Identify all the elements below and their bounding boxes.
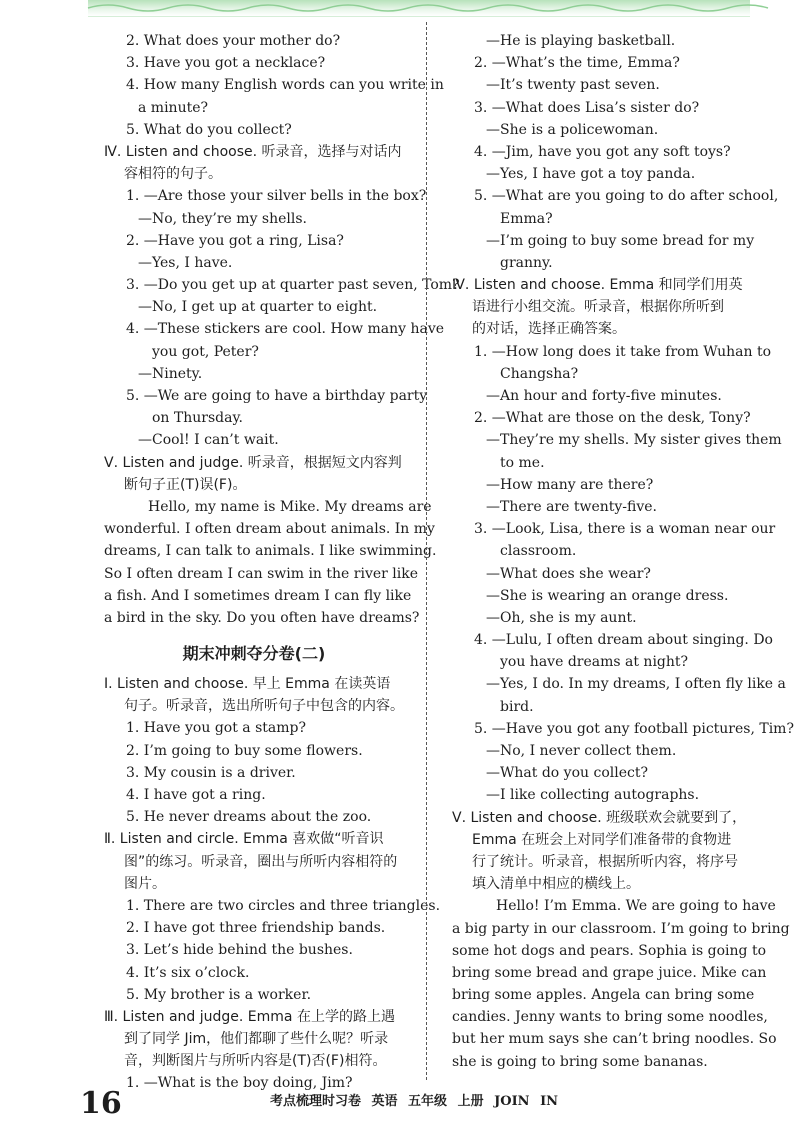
text-line: 1. —How long does it take from Wuhan to (474, 343, 772, 360)
text-line: 3. Let’s hide behind the bushes. (126, 942, 353, 959)
text-line: a minute? (138, 99, 208, 116)
text-line: bring some apples. Angela can bring some (452, 987, 755, 1004)
text-line: 5. —Have you got any football pictures, Tim? (474, 720, 794, 737)
text-line: 2. I’m going to buy some flowers. (126, 742, 363, 759)
text-line: 断句子正(T)误(F)。 (124, 476, 247, 493)
section-heading: Ⅰ. Listen and choose. 早上 Emma 在读英语 (104, 676, 391, 693)
text-line: you have dreams at night? (500, 654, 689, 671)
text-line: —No, they’re my shells. (138, 210, 308, 227)
footer-text: 考点梳理时习卷 英语 五年级 上册 JOIN IN (270, 1094, 559, 1109)
text-line: —Cool! I can’t wait. (138, 432, 279, 449)
section-heading: Ⅲ. Listen and judge. Emma 在上学的路上遇 (104, 1008, 395, 1025)
text-line: on Thursday. (152, 410, 243, 427)
text-line: —I’m going to buy some bread for my (486, 232, 755, 249)
text-line: 2. —What’s the time, Emma? (474, 55, 680, 72)
text-line: 5. —What are you going to do after school, (474, 188, 779, 205)
text-line: 3. —Do you get up at quarter past seven, Tom? (126, 277, 460, 294)
text-line: a fish. And I sometimes dream I can fly like (104, 587, 412, 604)
text-line: a big party in our classroom. I’m going to bring (452, 920, 790, 937)
text-line: 2. What does your mother do? (126, 33, 341, 49)
section-heading: Ⅴ. Listen and judge. 听录音，根据短文内容判 (104, 454, 402, 471)
text-line: 1. There are two circles and three triangles. (126, 897, 441, 914)
text-line: 3. —What does Lisa’s sister do? (474, 99, 700, 116)
text-line: —What does she wear? (486, 565, 651, 582)
text-line: a bird in the sky. Do you often have dreams? (104, 609, 420, 626)
text-line: —It’s twenty past seven. (486, 77, 660, 94)
text-line: So I often dream I can swim in the river like (104, 565, 419, 582)
text-line: —An hour and forty-five minutes. (486, 388, 722, 404)
left-column (104, 30, 460, 1095)
text-line: to me. (500, 454, 545, 471)
text-line: 5. My brother is a worker. (126, 986, 312, 1003)
text-line: 1. —Are those your silver bells in the box? (126, 188, 427, 205)
wave-decoration (88, 2, 750, 14)
text-line: 1. —What is the boy doing, Jim? (126, 1075, 353, 1092)
text-line: 4. —Jim, have you got any soft toys? (474, 143, 731, 160)
page-number: 16 (80, 1086, 122, 1121)
text-line: 行了统计。听录音，根据所听内容，将序号 (472, 853, 738, 870)
text-line: bring some bread and grape juice. Mike can (452, 964, 767, 981)
text-line: 2. I have got three friendship bands. (126, 920, 386, 937)
column-divider (426, 22, 427, 1080)
text-line: 2. —What are those on the desk, Tony? (474, 410, 751, 427)
section-heading: Ⅴ. Listen and choose. 班级联欢会就要到了， (452, 809, 747, 826)
text-line: 5. He never dreams about the zoo. (126, 809, 372, 826)
text-line: 音，判断图片与所听内容是(T)否(F)相符。 (124, 1053, 387, 1070)
text-line: 句子。听录音，选出所听句子中包含的内容。 (124, 698, 404, 715)
text-line: Hello, my name is Mike. My dreams are (148, 498, 432, 515)
text-line: 5. —We are going to have a birthday party (126, 388, 428, 404)
text-line: 语进行小组交流。听录音，根据你所听到 (472, 299, 724, 316)
top-decorative-band (88, 0, 750, 17)
text-line: —He is playing basketball. (486, 33, 676, 49)
section-heading: Ⅳ. Listen and choose. Emma 和同学们用英 (452, 277, 743, 294)
text-line: some hot dogs and pears. Sophia is going to (452, 942, 767, 959)
text-line: 5. What do you collect? (126, 121, 292, 138)
text-line: —Yes, I have got a toy panda. (486, 166, 696, 183)
text-line: granny. (500, 254, 553, 271)
text-line: Emma? (500, 210, 553, 227)
text-line: 容相符的句子。 (124, 166, 222, 183)
text-line: 1. Have you got a stamp? (126, 720, 306, 737)
right-column (452, 30, 794, 1073)
text-line: 4. —Lulu, I often dream about singing. Do (474, 632, 773, 649)
text-line: bird. (500, 698, 534, 715)
text-line: 图片。 (124, 875, 166, 892)
text-line: 4. —These stickers are cool. How many have (126, 321, 445, 338)
text-line: classroom. (500, 543, 577, 560)
text-line: —No, I get up at quarter to eight. (138, 299, 378, 316)
text-line: candies. Jenny wants to bring some noodles, (452, 1009, 768, 1026)
text-line: dreams, I can talk to animals. I like swimming. (104, 543, 437, 560)
text-line: —Yes, I do. In my dreams, I often fly like a (486, 676, 786, 693)
text-line: —Oh, she is my aunt. (486, 609, 637, 626)
text-line: —Yes, I have. (138, 254, 233, 271)
text-line: wonderful. I often dream about animals. In my (104, 521, 435, 538)
text-line: —They’re my shells. My sister gives them (486, 432, 782, 449)
text-line: but her mum says she can’t bring noodles. So (452, 1031, 777, 1048)
text-line: —There are twenty-five. (486, 498, 658, 515)
text-line: 到了同学 Jim，他们都聊了些什么呢？听录 (124, 1031, 389, 1048)
text-line: Emma 在班会上对同学们准备带的食物进 (472, 831, 732, 848)
text-line: Changsha? (500, 365, 579, 382)
section-heading: Ⅱ. Listen and circle. Emma 喜欢做“听音识 (104, 831, 384, 848)
text-line: —Ninety. (138, 365, 203, 382)
text-line: —She is wearing an orange dress. (486, 587, 729, 604)
text-line: —No, I never collect them. (486, 743, 677, 759)
text-line: —She is a policewoman. (486, 121, 659, 138)
text-line: 3. —Look, Lisa, there is a woman near our (474, 521, 776, 538)
text-line: —I like collecting autographs. (486, 787, 700, 804)
text-line: 4. It’s six o’clock. (126, 964, 250, 981)
text-line: 填入清单中相应的横线上。 (472, 876, 640, 893)
paper-title: 期末冲刺夺分卷(二) (182, 644, 326, 664)
text-line: —How many are there? (486, 476, 654, 493)
text-line: 4. I have got a ring. (126, 787, 266, 803)
text-line: you got, Peter? (152, 343, 259, 360)
text-line: 的对话，选择正确答案。 (472, 321, 626, 338)
text-line: Hello! I’m Emma. We are going to have (496, 898, 776, 915)
text-line: 3. Have you got a necklace? (126, 55, 326, 72)
section-heading: Ⅳ. Listen and choose. 听录音，选择与对话内 (104, 143, 402, 160)
text-line: she is going to bring some bananas. (452, 1053, 708, 1070)
text-line: 4. How many English words can you write in (126, 77, 444, 94)
text-line: 2. —Have you got a ring, Lisa? (126, 232, 344, 249)
text-line: 3. My cousin is a driver. (126, 764, 296, 781)
text-line: —What do you collect? (486, 765, 648, 782)
text-line: 图”的练习。听录音，圈出与所听内容相符的 (124, 853, 398, 870)
